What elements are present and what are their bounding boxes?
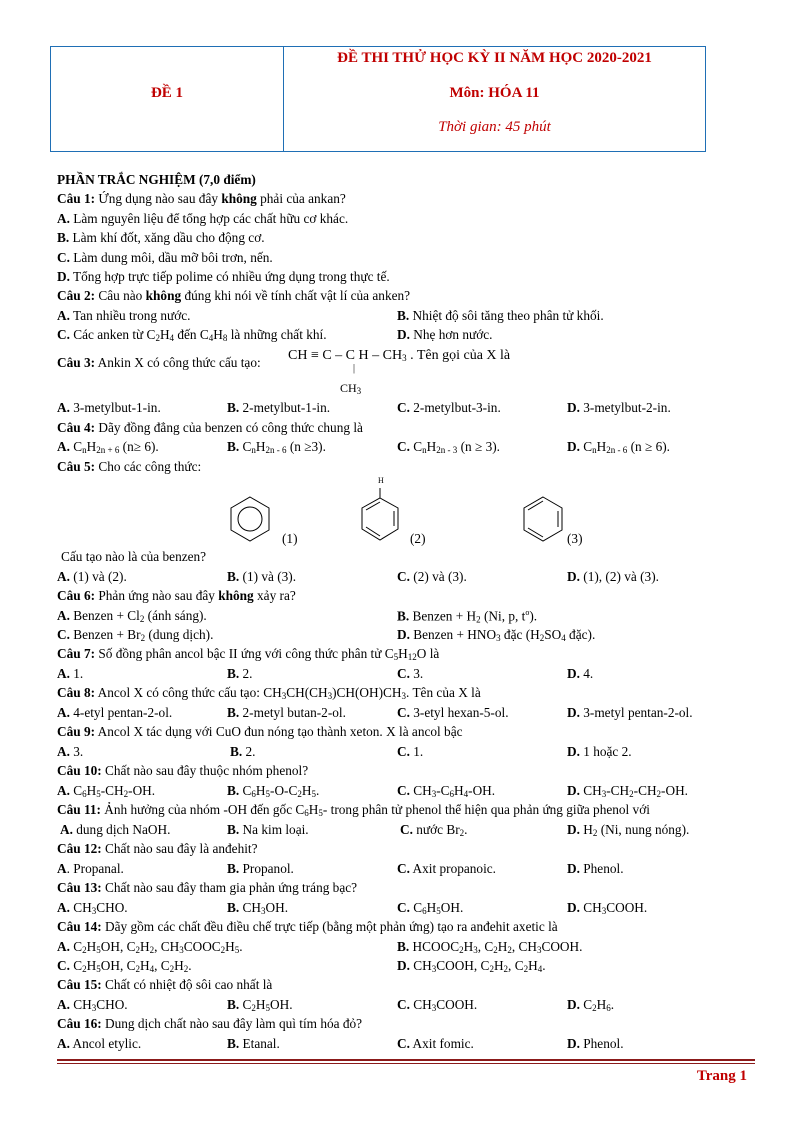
- benzene-structure-3: [520, 494, 566, 544]
- structure-h-label: H: [378, 476, 384, 485]
- q12-options: A. Propanal. B. Propanol. C. Axit propanoic. D. Phenol.: [57, 861, 624, 876]
- question-7: Câu 7: Số đồng phân ancol bậc II ứng với công thức phân tử $C_5H_{12}O$ là: [57, 646, 440, 662]
- question-11: Câu 11: Ảnh hưởng của nhóm -OH đến gốc $C_6H_5-$ trong phân tử phenol thể hiện qua phản ứng giữa phenol với: [57, 802, 650, 818]
- q13-options: A. $CH_3CHO$. B. $CH_3OH$. C. $C_6H_5OH$. D. $CH_3COOH$.: [57, 900, 648, 916]
- q2-options-row2: C. Các anken từ $C_2H_4$ đến $C_4H_8$ là những chất khí. D. Nhẹ hơn nước.: [57, 327, 493, 343]
- q6-options-row2: C. Benzen + $Br_2$ (dung dịch). D. Benzen + $HNO_3$ đặc ($H_2SO_4$ đặc).: [57, 627, 596, 643]
- q1-option-a: A. Làm nguyên liệu để tổng hợp các chất hữu cơ khác.: [57, 211, 349, 226]
- question-6: Câu 6: Phản ứng nào sau đây không xảy ra?: [57, 588, 296, 603]
- q9-options: A. 3. B. 2. C. 1. D. 1 hoặc 2.: [57, 744, 632, 759]
- footer-rule-thick: [57, 1059, 755, 1061]
- benzene-structure-2: [358, 486, 404, 546]
- exam-code: ĐỀ 1: [150, 85, 184, 101]
- exam-subject: Môn: HÓA 11: [449, 85, 540, 101]
- q1-option-b: B. Làm khí đốt, xăng dầu cho động cơ.: [57, 230, 265, 245]
- q8-options: A. 4-etyl pentan-2-ol. B. 2-metyl butan-2-ol. C. 3-etyl hexan-5-ol. D. 3-metyl pentan-2-ol.: [57, 705, 693, 720]
- question-1: Câu 1: Ứng dụng nào sau đây không phải của ankan?: [57, 191, 346, 206]
- q4-options: A. $C_nH_{2n + 6}$ (n≥ 6). B. $C_nH_{2n - 6}$ (n ≥3). C. $C_nH_{2n - 3}$ (n ≥ 3). D. $C_nH_{2n - 6}$ (n ≥ 6).: [57, 439, 670, 455]
- exam-title: ĐỀ THI THỬ HỌC KỲ II NĂM HỌC 2020-2021: [337, 50, 652, 66]
- footer-rule-thin: [57, 1063, 755, 1064]
- q1-option-c: C. Làm dung môi, dầu mỡ bôi trơn, nến.: [57, 250, 273, 265]
- question-5: Câu 5: Cho các công thức:: [57, 459, 202, 474]
- question-12: Câu 12: Chất nào sau đây là anđehit?: [57, 841, 258, 856]
- question-14: Câu 14: Dãy gồm các chất đều điều chế trực tiếp (bằng một phản ứng) tạo ra anđehit axetic là: [57, 919, 558, 934]
- q7-options: A. 1. B. 2. C. 3. D. 4.: [57, 666, 594, 681]
- q10-options: A. $C_6H_5-CH_2-OH$. B. $C_6H_5-O-C_2H_5$. C. $CH_3-C_6H_4-OH$. D. $CH_3-CH_2-CH_2-OH$.: [57, 783, 689, 799]
- q3-options: A. 3-metylbut-1-in. B. 2-metylbut-1-in. C. 2-metylbut-3-in. D. 3-metylbut-2-in.: [57, 400, 671, 415]
- question-9: Câu 9: Ancol X tác dụng với CuO đun nóng tạo thành xeton. X là ancol bậc: [57, 724, 463, 739]
- q3-bond: |: [353, 363, 356, 374]
- question-15: Câu 15: Chất có nhiệt độ sôi cao nhất là: [57, 977, 273, 992]
- q14-options-row1: A. $C_2H_5OH$, $C_2H_2$, $CH_3COOC_2H_5$. B. $HCOOC_2H_3$, $C_2H_2$, $CH_3COOH$.: [57, 939, 583, 955]
- q15-options: A. $CH_3CHO$. B. $C_2H_5OH$. C. $CH_3COOH$. D. $C_2H_6$.: [57, 997, 615, 1013]
- q6-options-row1: A. Benzen + $Cl_2$ (ánh sáng). B. Benzen + $H_2$ (Ni, p, $t^o$).: [57, 608, 538, 625]
- page-number: Trang 1: [696, 1068, 747, 1084]
- structure-label-3: (3): [567, 531, 583, 546]
- q2-options-row1: A. Tan nhiều trong nước. B. Nhiệt độ sôi tăng theo phân tử khối.: [57, 308, 604, 323]
- exam-time: Thời gian: 45 phút: [438, 119, 551, 135]
- exam-header: [50, 46, 706, 152]
- benzene-structure-1: [225, 494, 275, 544]
- q1-option-d: D. Tổng hợp trực tiếp polime có nhiều ứng dụng trong thực tế.: [57, 269, 390, 284]
- q16-options: A. Ancol etylic. B. Etanal. C. Axit fomic. D. Phenol.: [57, 1036, 624, 1051]
- q11-options: A. dung dịch NaOH. B. Na kim loại. C. nước $Br_2$. D. $H_2$ (Ni, nung nóng).: [60, 822, 690, 838]
- structure-label-2: (2): [410, 531, 426, 546]
- q3-branch: $CH_3$: [340, 381, 362, 396]
- structure-label-1: (1): [282, 531, 298, 546]
- question-16: Câu 16: Dung dịch chất nào sau đây làm quì tím hóa đỏ?: [57, 1016, 363, 1031]
- question-10: Câu 10: Chất nào sau đây thuộc nhóm phenol?: [57, 763, 309, 778]
- question-3: Câu 3: Ankin X có công thức cấu tạo:: [57, 355, 261, 370]
- q5-options: A. (1) và (2). B. (1) và (3). C. (2) và (3). D. (1), (2) và (3).: [57, 569, 659, 584]
- section-title: PHẦN TRẮC NGHIỆM (7,0 điểm): [57, 172, 256, 187]
- question-8: Câu 8: Ancol X có công thức cấu tạo: $CH_3CH(CH_3)CH(OH)CH_3$. Tên của X là: [57, 685, 481, 701]
- q5-question-text: Cấu tạo nào là của benzen?: [61, 549, 207, 564]
- q14-options-row2: C. $C_2H_5OH$, $C_2H_4$, $C_2H_2$. D. $CH_3COOH$, $C_2H_2$, $C_2H_4$.: [57, 958, 546, 974]
- question-4: Câu 4: Dãy đồng đẳng của benzen có công thức chung là: [57, 420, 363, 435]
- question-2: Câu 2: Câu nào không đúng khi nói về tính chất vật lí của anken?: [57, 288, 411, 303]
- question-13: Câu 13: Chất nào sau đây tham gia phản ứng tráng bạc?: [57, 880, 358, 895]
- q3-structure: CH ≡ C – C H – $CH_3$ . Tên gọi của X là: [288, 348, 511, 363]
